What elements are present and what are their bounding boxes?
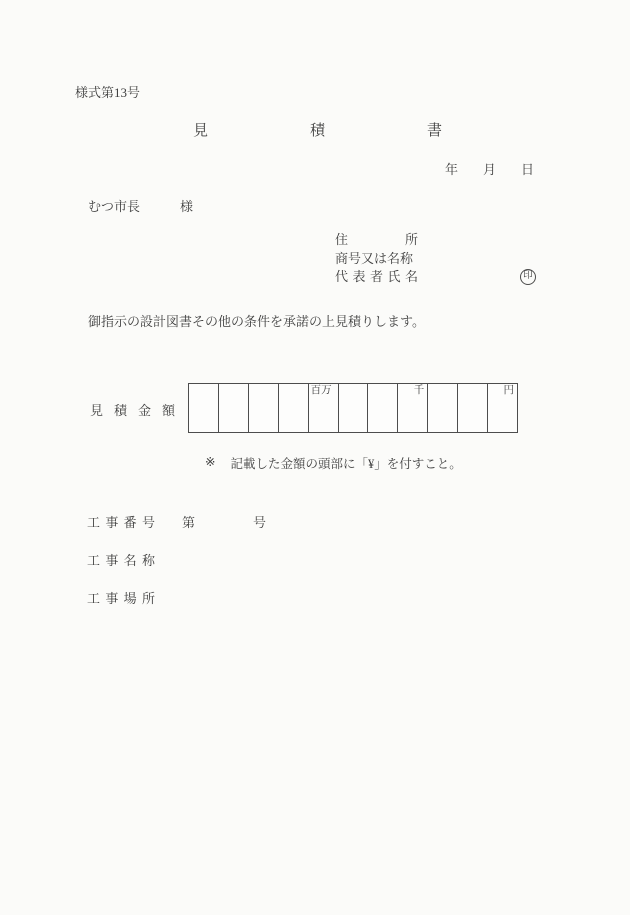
sender-block <box>335 231 418 287</box>
representative-name-label: 代表者氏名 <box>335 269 418 284</box>
unit-marker-thousands: 千 <box>413 385 425 396</box>
amount-digit-cell-millions[interactable] <box>308 384 338 432</box>
work-place-line <box>87 588 155 607</box>
form-number: 様式第13号 <box>75 85 141 100</box>
work-number-suffix: 号 <box>253 515 267 530</box>
work-number-prefix: 第 <box>182 515 196 530</box>
acceptance-statement: 御指示の設計図書その他の条件を承諾の上見積りします。 <box>88 314 425 329</box>
amount-digit-cell[interactable] <box>189 384 218 432</box>
amount-digit-cell[interactable] <box>338 384 368 432</box>
work-number-line <box>87 512 267 531</box>
amount-digit-cell[interactable] <box>218 384 248 432</box>
note-symbol: ※ <box>205 455 216 469</box>
addressee-name: むつ市長 <box>88 199 141 214</box>
seal-stamp-icon <box>520 269 536 285</box>
work-name-line <box>87 550 155 569</box>
amount-digit-cell[interactable] <box>457 384 487 432</box>
amount-digit-cell-yen[interactable] <box>487 384 517 432</box>
company-name-label: 商号又は名称 <box>335 250 414 266</box>
work-name-label: 工事名称 <box>87 553 155 568</box>
work-place-label: 工事場所 <box>87 591 155 606</box>
unit-marker-millions: 百万 <box>310 385 332 396</box>
note-text: 記載した金額の頭部に「¥」を付すこと。 <box>230 457 462 471</box>
seal-character: 印 <box>523 271 533 282</box>
estimate-amount-label: 見積金額 <box>90 403 175 418</box>
address-label: 住所 <box>335 232 418 247</box>
amount-digit-cell[interactable] <box>278 384 308 432</box>
amount-digit-cell[interactable] <box>427 384 457 432</box>
amount-digit-cell-thousands[interactable] <box>397 384 427 432</box>
work-number-label: 工事番号 <box>87 515 155 530</box>
addressee-line <box>88 196 193 215</box>
amount-digit-cell[interactable] <box>367 384 397 432</box>
addressee-honorific: 様 <box>180 199 194 214</box>
estimate-amount-table <box>188 383 518 433</box>
unit-marker-yen: 円 <box>503 385 514 396</box>
document-title: 見積書 <box>193 123 545 139</box>
amount-digit-cell[interactable] <box>248 384 278 432</box>
amount-note <box>205 454 462 472</box>
date-line: 年月日 <box>445 162 560 177</box>
